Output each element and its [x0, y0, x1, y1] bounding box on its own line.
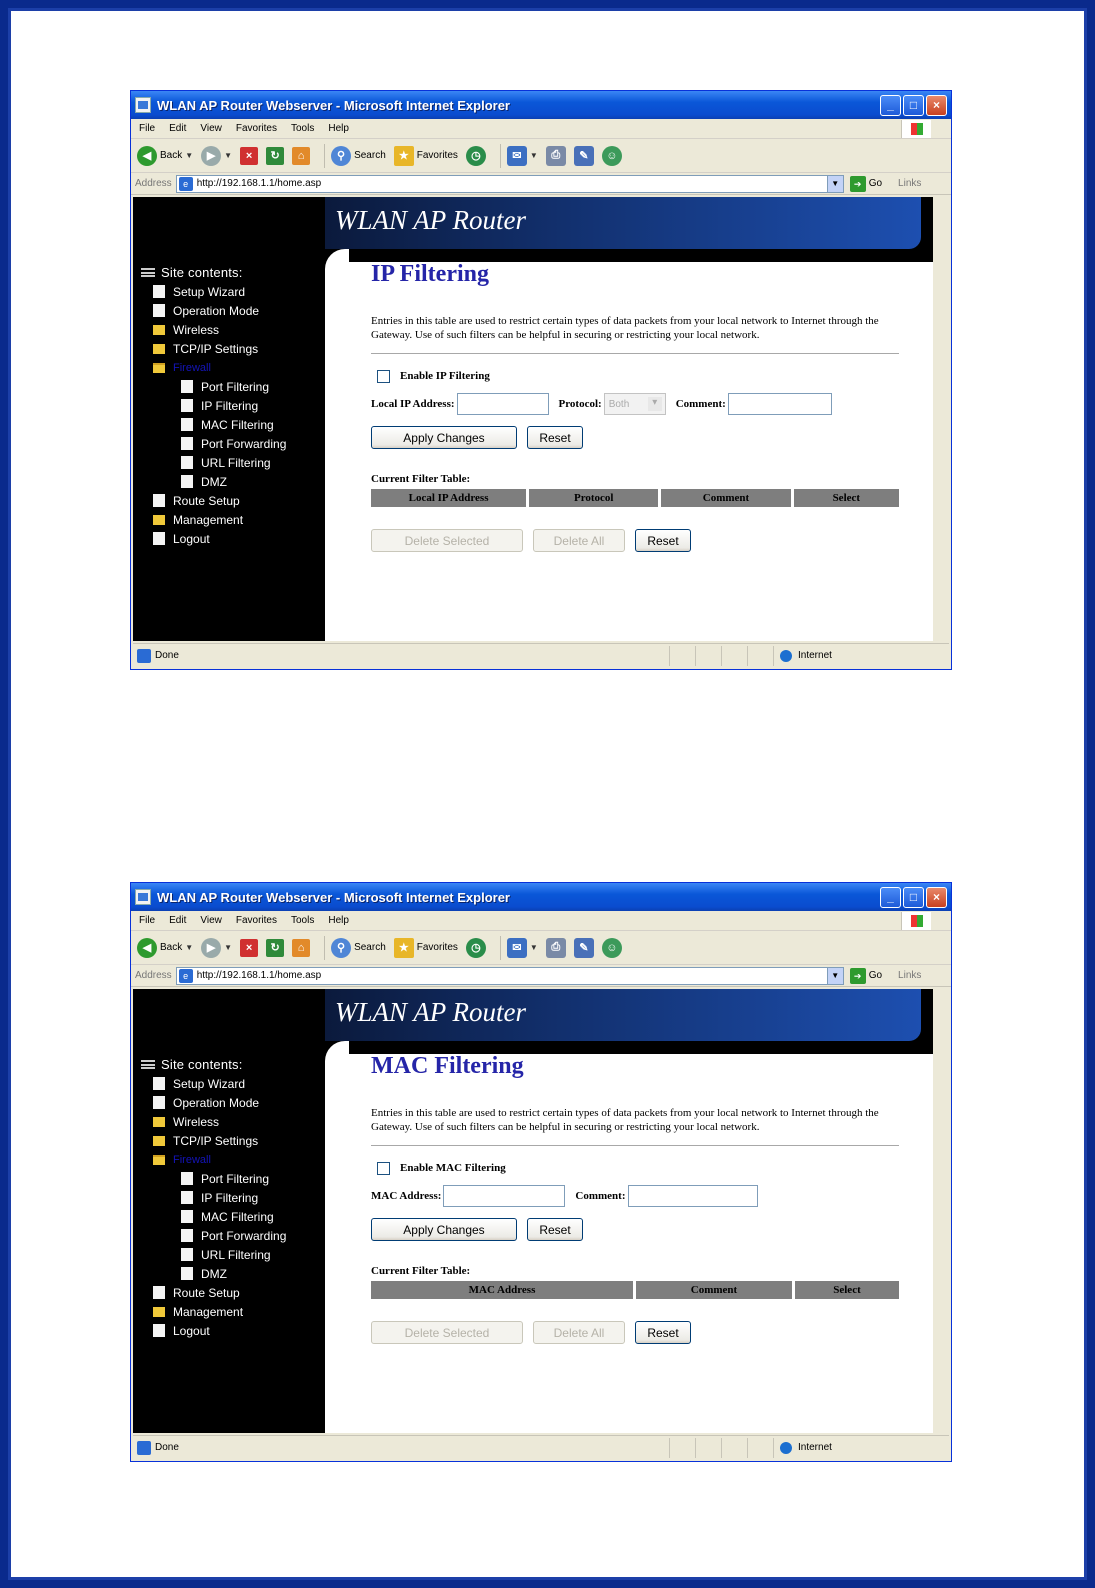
current-filter-table-title: Current Filter Table: [371, 473, 471, 485]
links-button[interactable]: Links [898, 178, 922, 189]
menu-help[interactable]: Help [328, 915, 349, 926]
banner-title: WLAN AP Router [335, 997, 527, 1027]
page-icon [181, 418, 193, 431]
refresh-icon: ↻ [266, 147, 284, 165]
sidebar-item-ip-filtering[interactable]: IP Filtering [141, 1188, 286, 1207]
close-button[interactable]: × [926, 95, 947, 116]
apply-changes-button[interactable]: Apply Changes [371, 1218, 517, 1241]
home-button[interactable] [292, 147, 310, 165]
address-input[interactable] [176, 967, 844, 985]
menu-file[interactable]: File [139, 123, 156, 134]
ie-app-icon [135, 97, 151, 113]
page-icon [153, 1286, 165, 1299]
reset-button[interactable]: Reset [527, 1218, 583, 1241]
page-icon [181, 399, 193, 412]
column-mac-address: MAC Address [371, 1281, 633, 1299]
page-icon [181, 1210, 193, 1223]
page-icon [181, 1191, 193, 1204]
folder-icon [153, 344, 165, 354]
enable-mac-filtering-label: Enable MAC Filtering [400, 1162, 506, 1174]
mail-button[interactable] [507, 146, 538, 166]
site-tree [141, 263, 286, 548]
home-icon: ⌂ [292, 147, 310, 165]
comment-input[interactable] [628, 1185, 758, 1207]
toolbar-separator [500, 144, 501, 168]
column-select: Select [795, 1281, 899, 1299]
print-button[interactable] [546, 146, 566, 166]
printer-icon: ⎙ [546, 938, 566, 958]
window-title: WLAN AP Router Webserver - Microsoft Internet Explorer [157, 889, 510, 905]
sidebar-item-ip-filtering[interactable]: IP Filtering [141, 396, 286, 415]
messenger-button[interactable] [602, 146, 622, 166]
page-viewport [133, 989, 949, 1433]
reset-table-button[interactable]: Reset [635, 529, 691, 552]
caret-down-icon[interactable]: ▼ [224, 943, 233, 952]
sidebar-item-url-filtering[interactable]: URL Filtering [141, 453, 286, 472]
folder-icon [153, 1307, 165, 1317]
globe-icon [780, 1442, 792, 1454]
open-folder-icon [153, 1155, 165, 1165]
content-corner [325, 249, 349, 273]
divider [371, 353, 899, 354]
column-comment: Comment [636, 1281, 792, 1299]
address-bar [131, 173, 951, 195]
forward-button[interactable] [201, 146, 232, 166]
favorites-button[interactable]: ★ Favorites [394, 146, 458, 166]
window-title: WLAN AP Router Webserver - Microsoft Internet Explorer [157, 97, 510, 113]
menu-view[interactable]: View [200, 915, 222, 926]
stop-button[interactable] [240, 939, 258, 957]
page-icon [137, 1441, 151, 1455]
delete-selected-button[interactable]: Delete Selected [371, 529, 523, 552]
page-icon [153, 1324, 165, 1337]
page-icon [181, 456, 193, 469]
caret-down-icon[interactable]: ▼ [185, 151, 194, 160]
messenger-icon: ☺ [602, 146, 622, 166]
sidebar-item-management[interactable]: Management [141, 1302, 286, 1321]
status-cell [669, 646, 695, 666]
windows-flag-icon [901, 120, 931, 138]
open-folder-icon [153, 363, 165, 373]
enable-mac-filtering-checkbox[interactable] [377, 1162, 390, 1175]
caret-down-icon[interactable]: ▼ [529, 943, 538, 952]
sidebar-item-mac-filtering[interactable]: MAC Filtering [141, 415, 286, 434]
site-tree [141, 1055, 286, 1340]
comment-label: Comment: [675, 398, 726, 410]
sidebar-item-setup-wizard[interactable]: Setup Wizard [141, 1074, 286, 1093]
back-button[interactable]: ◀ Back ▼ [137, 938, 193, 958]
search-button[interactable]: ⚲ Search [331, 146, 386, 166]
caret-down-icon[interactable]: ▼ [529, 151, 538, 160]
page-icon [153, 532, 165, 545]
history-icon: ◷ [466, 938, 486, 958]
sidebar-item-port-filtering[interactable]: Port Filtering [141, 377, 286, 396]
menu-bar [131, 119, 951, 139]
sidebar-item-mac-filtering[interactable]: MAC Filtering [141, 1207, 286, 1226]
maximize-button[interactable]: □ [903, 887, 924, 908]
go-arrow-icon: ➔ [850, 968, 866, 984]
toolbar-separator [500, 936, 501, 960]
history-button[interactable] [466, 146, 486, 166]
sidebar-item-firewall[interactable]: Firewall [141, 358, 286, 377]
star-icon: ★ [394, 938, 414, 958]
minimize-button[interactable]: _ [880, 887, 901, 908]
toolbar-separator [324, 936, 325, 960]
local-ip-input[interactable] [457, 393, 549, 415]
page-description: Entries in this table are used to restrict certain types of data packets from your local network to Internet through the Gateway. Use of such filters can be helpful in securing or restricting your local network. [371, 315, 879, 341]
address-input[interactable] [176, 175, 844, 193]
sidebar-item-operation-mode[interactable]: Operation Mode [141, 301, 286, 320]
status-cell [747, 1438, 773, 1458]
status-cell [721, 646, 747, 666]
content-corner [325, 1041, 349, 1065]
main-content [371, 1053, 901, 1344]
back-arrow-icon: ◀ [137, 146, 157, 166]
history-button[interactable] [466, 938, 486, 958]
toolbar [131, 931, 951, 965]
status-cell [669, 1438, 695, 1458]
status-bar [133, 1435, 949, 1459]
sidebar-item-port-filtering[interactable]: Port Filtering [141, 1169, 286, 1188]
address-label: Address [135, 970, 172, 981]
column-select: Select [794, 489, 899, 507]
page-icon: e [179, 969, 193, 983]
page-title: MAC Filtering [371, 1053, 524, 1079]
forward-arrow-icon: ▶ [201, 146, 221, 166]
toolbar-separator [324, 144, 325, 168]
column-protocol: Protocol [529, 489, 658, 507]
close-button[interactable]: × [926, 887, 947, 908]
column-local-ip: Local IP Address [371, 489, 526, 507]
sidebar-item-tcpip-settings[interactable]: TCP/IP Settings [141, 339, 286, 358]
page-icon [181, 1172, 193, 1185]
page-icon [181, 475, 193, 488]
menu-tools[interactable]: Tools [290, 123, 315, 134]
menu-favorites[interactable]: Favorites [235, 123, 277, 134]
stop-icon: × [240, 939, 258, 957]
page-icon [153, 304, 165, 317]
delete-all-button[interactable]: Delete All [533, 529, 625, 552]
banner-title: WLAN AP Router [335, 205, 527, 235]
security-zone: Internet [773, 646, 933, 666]
go-button[interactable]: ➔ Go [850, 176, 882, 192]
page-icon [153, 1077, 165, 1090]
folder-icon [153, 515, 165, 525]
go-arrow-icon: ➔ [850, 176, 866, 192]
back-button[interactable]: ◀ Back ▼ [137, 146, 193, 166]
forward-button[interactable] [201, 938, 232, 958]
main-content [371, 261, 901, 552]
status-cell [695, 646, 721, 666]
go-button[interactable]: ➔ Go [850, 968, 882, 984]
menu-icon [141, 268, 155, 277]
status-text: Done [155, 1442, 179, 1453]
menu-edit[interactable]: Edit [169, 123, 187, 134]
ie-app-icon [135, 889, 151, 905]
favorites-button[interactable]: ★ Favorites [394, 938, 458, 958]
sidebar-item-dmz[interactable]: DMZ [141, 1264, 286, 1283]
mail-icon: ✉ [507, 146, 527, 166]
caret-down-icon[interactable]: ▼ [224, 151, 233, 160]
links-button[interactable]: Links [898, 970, 922, 981]
menu-tools[interactable]: Tools [290, 915, 315, 926]
protocol-label: Protocol: [558, 398, 602, 410]
history-icon: ◷ [466, 146, 486, 166]
page-icon [137, 649, 151, 663]
sidebar-item-url-filtering[interactable]: URL Filtering [141, 1245, 286, 1264]
stop-button[interactable] [240, 147, 258, 165]
column-comment: Comment [661, 489, 790, 507]
sidebar-item-wireless[interactable]: Wireless [141, 1112, 286, 1131]
sidebar-item-management[interactable]: Management [141, 510, 286, 529]
edit-icon: ✎ [574, 146, 594, 166]
current-filter-table-title: Current Filter Table: [371, 1265, 471, 1277]
page-viewport [133, 197, 949, 641]
browser-window-mac-filtering [130, 882, 952, 1462]
sidebar-item-wireless[interactable]: Wireless [141, 320, 286, 339]
reset-button[interactable]: Reset [527, 426, 583, 449]
menu-file[interactable]: File [139, 915, 156, 926]
divider [371, 1145, 899, 1146]
sidebar-item-firewall[interactable]: Firewall [141, 1150, 286, 1169]
site-contents-header: Site contents: [141, 1055, 286, 1074]
page-icon [181, 1248, 193, 1261]
refresh-button[interactable] [266, 147, 284, 165]
status-cell [747, 646, 773, 666]
caret-down-icon[interactable]: ▼ [185, 943, 194, 952]
mail-icon: ✉ [507, 938, 527, 958]
windows-flag-icon [901, 912, 931, 930]
filter-table-header [371, 1281, 899, 1299]
menu-favorites[interactable]: Favorites [235, 915, 277, 926]
star-icon: ★ [394, 146, 414, 166]
page-icon [153, 285, 165, 298]
refresh-button[interactable] [266, 939, 284, 957]
folder-icon [153, 1136, 165, 1146]
page-icon [181, 1229, 193, 1242]
protocol-select[interactable]: Both ▾ [604, 393, 666, 415]
delete-selected-button[interactable]: Delete Selected [371, 1321, 523, 1344]
local-ip-label: Local IP Address: [371, 398, 455, 410]
sidebar-item-route-setup[interactable]: Route Setup [141, 491, 286, 510]
mac-address-input[interactable] [443, 1185, 565, 1207]
enable-ip-filtering-checkbox[interactable] [377, 370, 390, 383]
globe-icon [780, 650, 792, 662]
toolbar [131, 139, 951, 173]
menu-help[interactable]: Help [328, 123, 349, 134]
back-arrow-icon: ◀ [137, 938, 157, 958]
sidebar-item-setup-wizard[interactable]: Setup Wizard [141, 282, 286, 301]
sidebar-item-route-setup[interactable]: Route Setup [141, 1283, 286, 1302]
page-icon: e [179, 177, 193, 191]
sidebar-item-dmz[interactable]: DMZ [141, 472, 286, 491]
sidebar-item-logout[interactable]: Logout [141, 529, 286, 548]
title-bar[interactable] [131, 883, 951, 911]
menu-view[interactable]: View [200, 123, 222, 134]
page-icon [153, 1096, 165, 1109]
sidebar-item-port-forwarding[interactable]: Port Forwarding [141, 1226, 286, 1245]
address-url: http://192.168.1.1/home.asp [196, 970, 322, 981]
messenger-button[interactable] [602, 938, 622, 958]
address-bar [131, 965, 951, 987]
menu-bar [131, 911, 951, 931]
messenger-icon: ☺ [602, 938, 622, 958]
address-label: Address [135, 178, 172, 189]
reset-table-button[interactable]: Reset [635, 1321, 691, 1344]
sidebar-item-tcpip-settings[interactable]: TCP/IP Settings [141, 1131, 286, 1150]
apply-changes-button[interactable]: Apply Changes [371, 426, 517, 449]
status-cell [721, 1438, 747, 1458]
print-button[interactable] [546, 938, 566, 958]
address-url: http://192.168.1.1/home.asp [196, 178, 322, 189]
page-icon [181, 380, 193, 393]
maximize-button[interactable]: □ [903, 95, 924, 116]
page-title: IP Filtering [371, 261, 489, 287]
home-button[interactable] [292, 939, 310, 957]
page-description: Entries in this table are used to restrict certain types of data packets from your local network to Internet through the Gateway. Use of such filters can be helpful in securing or restricting your local network. [371, 1107, 879, 1133]
title-bar[interactable] [131, 91, 951, 119]
stop-icon: × [240, 147, 258, 165]
security-zone: Internet [773, 1438, 933, 1458]
sidebar [133, 249, 325, 641]
page-icon [153, 494, 165, 507]
edit-icon: ✎ [574, 938, 594, 958]
folder-icon [153, 325, 165, 335]
minimize-button[interactable]: _ [880, 95, 901, 116]
printer-icon: ⎙ [546, 146, 566, 166]
comment-input[interactable] [728, 393, 832, 415]
comment-label: Comment: [575, 1190, 626, 1202]
page-icon [181, 437, 193, 450]
sidebar-item-logout[interactable]: Logout [141, 1321, 286, 1340]
browser-window-ip-filtering [130, 90, 952, 670]
sidebar [133, 1041, 325, 1433]
home-icon: ⌂ [292, 939, 310, 957]
filter-table-header [371, 489, 899, 507]
site-contents-header: Site contents: [141, 263, 286, 282]
menu-edit[interactable]: Edit [169, 915, 187, 926]
status-cell [695, 1438, 721, 1458]
page-icon [181, 1267, 193, 1280]
chevron-down-icon[interactable]: ▼ [827, 176, 843, 192]
edit-button[interactable] [574, 146, 594, 166]
status-bar [133, 643, 949, 667]
search-icon: ⚲ [331, 146, 351, 166]
sidebar-item-operation-mode[interactable]: Operation Mode [141, 1093, 286, 1112]
search-icon: ⚲ [331, 938, 351, 958]
mac-address-label: MAC Address: [371, 1190, 442, 1202]
delete-all-button[interactable]: Delete All [533, 1321, 625, 1344]
forward-arrow-icon: ▶ [201, 938, 221, 958]
search-button[interactable]: ⚲ Search [331, 938, 386, 958]
menu-icon [141, 1060, 155, 1069]
enable-ip-filtering-label: Enable IP Filtering [400, 370, 490, 382]
status-text: Done [155, 650, 179, 661]
sidebar-item-port-forwarding[interactable]: Port Forwarding [141, 434, 286, 453]
refresh-icon: ↻ [266, 939, 284, 957]
chevron-down-icon[interactable]: ▼ [827, 968, 843, 984]
edit-button[interactable] [574, 938, 594, 958]
folder-icon [153, 1117, 165, 1127]
mail-button[interactable] [507, 938, 538, 958]
